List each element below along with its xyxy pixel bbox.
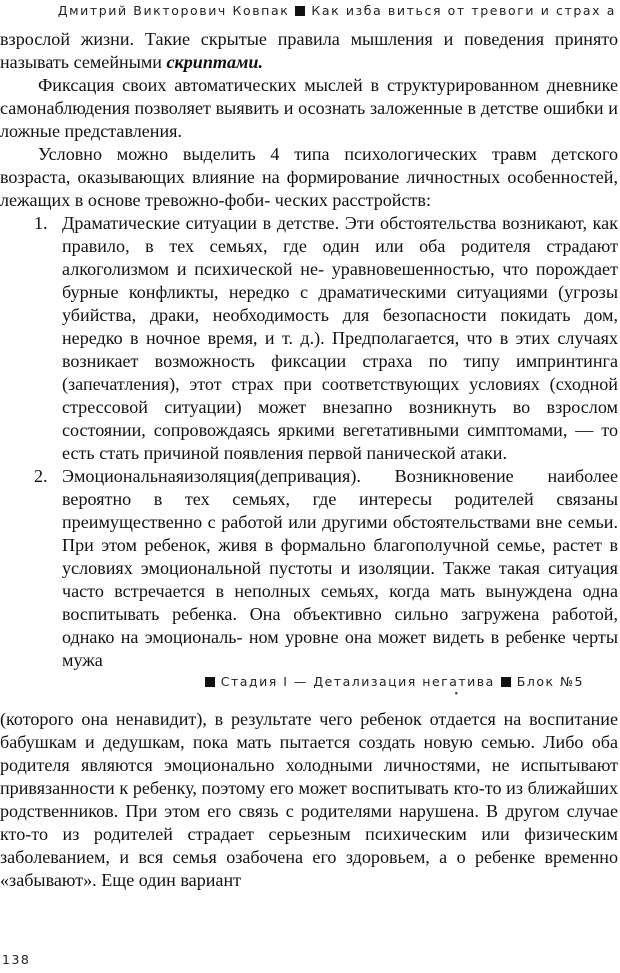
trauma-types-list [0,212,618,672]
continuation-paragraph: (которого она ненавидит), в результате чего ребенок отдается на воспитание бабушкам и дедушкам, пока мать пытается создать новую семью. Либо оба родителя являются эмоционально холодными личностями, не испытывают привязанности к ребенку, поэтому его может воспитывать кто-то из ближайших родственников. При этом его связь с родителями нарушена. В другом случае кто-то из родителей страдает серьезным психическим или физическим заболеванием, и вся семья озабочена его здоровьем, а о ребенке временно «забывают». Еще один вариант [0,709,618,890]
running-head [0,0,620,22]
list-item [0,465,618,672]
block-label: Блок №5 [516,674,584,689]
emphasis-scripts: скриптами. [166,52,264,72]
paragraph-2: Фиксация своих автоматических мыслей в структурированном дневнике самонаблюдения позволяет выявить и осознать заложенные в детстве ошибки и ложные представления. [0,75,618,141]
header-author: Дмитрий Викторович Ковпак [57,3,290,18]
page-body [0,28,618,892]
list-item [0,212,618,465]
list-item-text: Драматические ситуации в детстве. Эти обстоятельства возникают, как правило, в тех семьях, где один или оба родителя страдают алкоголизмом и психической не- уравновешенностью, что порождает бурные конфликты, нередко с драматическими ситуациями (угрозы убийства, драки, необходимость для безопасности покидать дом, нередко в ночное время, и т. д.). Предполагается, что в этих случаях возникает возможность фиксации страха по типу импринтинга (запечатления), этот страх при соответствующих условиях (сходной стрессовой ситуации) может внезапно возникнуть во взрослом состоянии, сопровождаясь яркими вегетативными симптомами, — то есть стать причиной появления первой панической атаки. [62,213,618,463]
block-footer [0,674,618,690]
square-bullet-icon [205,677,215,687]
paragraph-3: Условно можно выделить 4 типа психологических травм детского возраста, оказывающих влияние на формирование личностных особенностей, лежащих в основе тревожно-фоби- ческих расстройств: [0,144,618,210]
header-book-title: Как изба виться от тревоги и страх а [311,3,616,18]
paragraph-1-text: взрослой жизни. Такие скрытые правила мышления и поведения принято называть семейными [0,29,618,72]
list-item-number: 1. [34,213,48,233]
page-number: 138 [2,952,31,967]
square-bullet-icon [501,677,511,687]
list-item-text: Эмоциональнаяизоляция(депривация). Возникновение наиболее вероятно в тех семьях, где интересы родителей связаны преимущественно с работой или другими обстоятельствами вне семьи. При этом ребенок, живя в формально благополучной семье, растет в условиях эмоциональной пустоты и изоляции. Также такая ситуация часто встречается в неполных семьях, когда мать вынуждена одна воспитывать ребенка. Она объективно сильно загружена работой, однако на эмоциональ- ном уровне она может видеть в ребенке черты мужа [62,466,618,670]
square-bullet-icon [295,6,305,16]
dot-ornament-icon: • [454,689,458,700]
list-item-number: 2. [34,466,48,486]
stage-label: Стадия I — Детализация негатива [220,674,495,689]
paragraph-1 [0,28,618,74]
